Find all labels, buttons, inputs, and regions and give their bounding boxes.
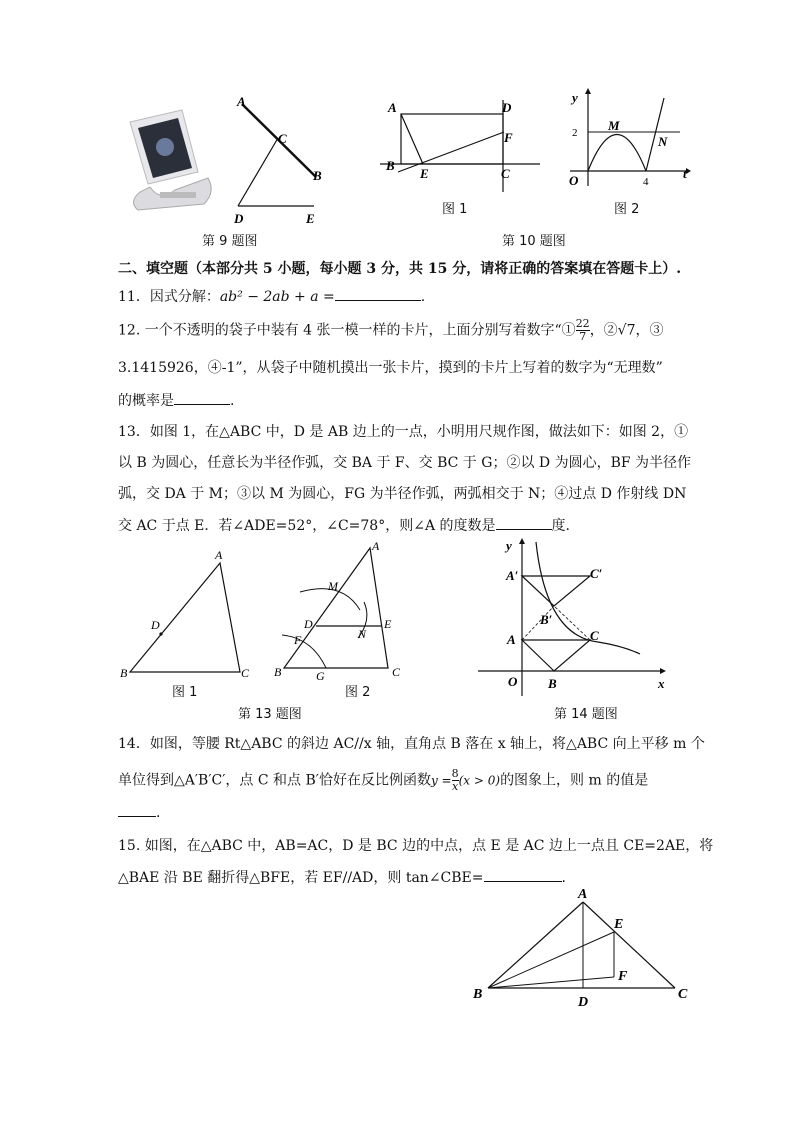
- label-t: t: [683, 166, 687, 181]
- label-y: y: [572, 90, 578, 105]
- label-M: M: [328, 579, 338, 593]
- figure-15: [468, 882, 698, 1012]
- label-B: B: [386, 158, 395, 173]
- fig14-caption: 第 14 题图: [554, 707, 618, 722]
- answer-blank-11[interactable]: [335, 286, 421, 301]
- label-B: B: [313, 168, 322, 183]
- label-F: F: [294, 633, 302, 647]
- label-A: A: [237, 94, 246, 109]
- question-12-line2: 3.1415926，④-1”，从袋子中随机摸出一张卡片，摸到的卡片上写着的数字为“无理数”: [118, 360, 663, 376]
- label-D: D: [304, 617, 313, 631]
- label-A-prime: A′: [506, 568, 519, 583]
- figure-14: [478, 536, 678, 696]
- figure-13-1: [118, 545, 268, 685]
- label-E: E: [614, 917, 624, 932]
- answer-blank-13[interactable]: [496, 515, 552, 530]
- label-A: A: [578, 887, 588, 902]
- question-13-line2: 以 B 为圆心，任意长为半径作弧，交 BA 于 F、交 BC 于 G；②以 D 为圆心，BF 为半径作: [118, 455, 692, 471]
- question-11: 11．因式分解：ab² − 2ab + a = .: [118, 286, 688, 307]
- fraction-22-7: $\frac{22}{7}$: [575, 317, 590, 343]
- label-C: C: [590, 628, 599, 643]
- label-D: D: [502, 100, 512, 115]
- question-12-line1: 12. 一个不透明的袋子中装有 4 张一模一样的卡片，上面分别写着数字“① $\frac{22}{7}$ ，②√7，③: [118, 317, 664, 343]
- fig13-1-caption: 图 1: [172, 685, 198, 700]
- figure-10-2: [560, 88, 690, 188]
- figure-13-2: [272, 540, 412, 685]
- label-A: A: [507, 632, 516, 647]
- label-E: E: [306, 211, 315, 226]
- question-13-line3: 弧，交 DA 于 M；③以 M 为圆心，FG 为半径作弧，两弧相交于 N；④过点 D 作射线 DN: [118, 486, 687, 502]
- tick-4: 4: [643, 176, 649, 188]
- figure-10-1: [380, 92, 540, 192]
- answer-blank-15[interactable]: [484, 867, 562, 882]
- label-F: F: [504, 130, 513, 145]
- answer-blank-14[interactable]: [118, 802, 156, 817]
- fig13-2-caption: 图 2: [345, 685, 371, 700]
- question-15-line2: △BAE 沿 BE 翻折得△BFE，若 EF//AD，则 tan∠CBE= .: [118, 867, 688, 888]
- question-14-line3: .: [118, 802, 688, 823]
- label-E: E: [420, 166, 429, 181]
- question-15-line1: 15. 如图，在△ABC 中，AB=AC，D 是 BC 边的中点，点 E 是 AC 边上一点且 CE=2AE，将: [118, 838, 714, 854]
- tick-2: 2: [572, 127, 578, 139]
- label-B: B: [548, 676, 557, 691]
- label-C: C: [501, 166, 510, 181]
- label-A: A: [388, 100, 397, 115]
- label-B: B: [473, 987, 483, 1002]
- label-D: D: [578, 995, 589, 1010]
- figure-9: [120, 92, 340, 242]
- fraction-8-x: $\frac{8}{x}$: [451, 767, 459, 793]
- label-A: A: [215, 548, 223, 562]
- label-C: C: [278, 131, 287, 146]
- fig9-caption: 第 9 题图: [202, 234, 258, 249]
- label-F: F: [618, 969, 628, 984]
- fig13-caption: 第 13 题图: [238, 707, 302, 722]
- label-C: C: [241, 666, 250, 680]
- label-O: O: [569, 173, 579, 188]
- question-13-line1: 13．如图 1，在△ABC 中，D 是 AB 边上的一点，小明用尺规作图，做法如下：如图 2，①: [118, 424, 689, 440]
- label-N: N: [658, 134, 668, 149]
- question-14-line1: 14．如图，等腰 Rt△ABC 的斜边 AC//x 轴，直角点 B 落在 x 轴上，将△ABC 向上平移 m 个: [118, 736, 705, 752]
- section-2-title: 二、填空题（本部分共 5 小题，每小题 3 分，共 15 分，请将正确的答案填在答题卡上）.: [118, 261, 682, 277]
- label-G: G: [316, 669, 325, 683]
- label-C-prime: C′: [590, 566, 603, 581]
- tablet-stand-photo: [130, 110, 211, 210]
- label-O: O: [508, 674, 518, 689]
- label-N: N: [358, 627, 367, 641]
- question-12-line3: 的概率是 .: [118, 390, 688, 411]
- label-y: y: [506, 538, 512, 553]
- fig10-1-caption: 图 1: [442, 202, 468, 217]
- label-M: M: [608, 118, 620, 133]
- question-14-line2: 单位得到△A′B′C′，点 C 和点 B′恰好在反比例函数y = $\frac{8}{x}$ (x > 0)的图象上，则 m 的值是: [118, 767, 649, 793]
- fig10-caption: 第 10 题图: [502, 234, 566, 249]
- label-x: x: [658, 676, 665, 691]
- label-A: A: [372, 539, 380, 553]
- label-B: B: [120, 666, 128, 680]
- label-D: D: [234, 211, 244, 226]
- label-C: C: [392, 665, 401, 679]
- question-13-line4: 交 AC 于点 E．若∠ADE=52°，∠C=78°，则∠A 的度数是 度.: [118, 515, 688, 536]
- label-B-prime: B′: [540, 612, 553, 627]
- label-D: D: [151, 618, 160, 632]
- answer-blank-12[interactable]: [174, 390, 230, 405]
- label-B: B: [274, 665, 282, 679]
- label-C: C: [678, 987, 688, 1002]
- fig10-2-caption: 图 2: [614, 202, 640, 217]
- label-E: E: [384, 617, 392, 631]
